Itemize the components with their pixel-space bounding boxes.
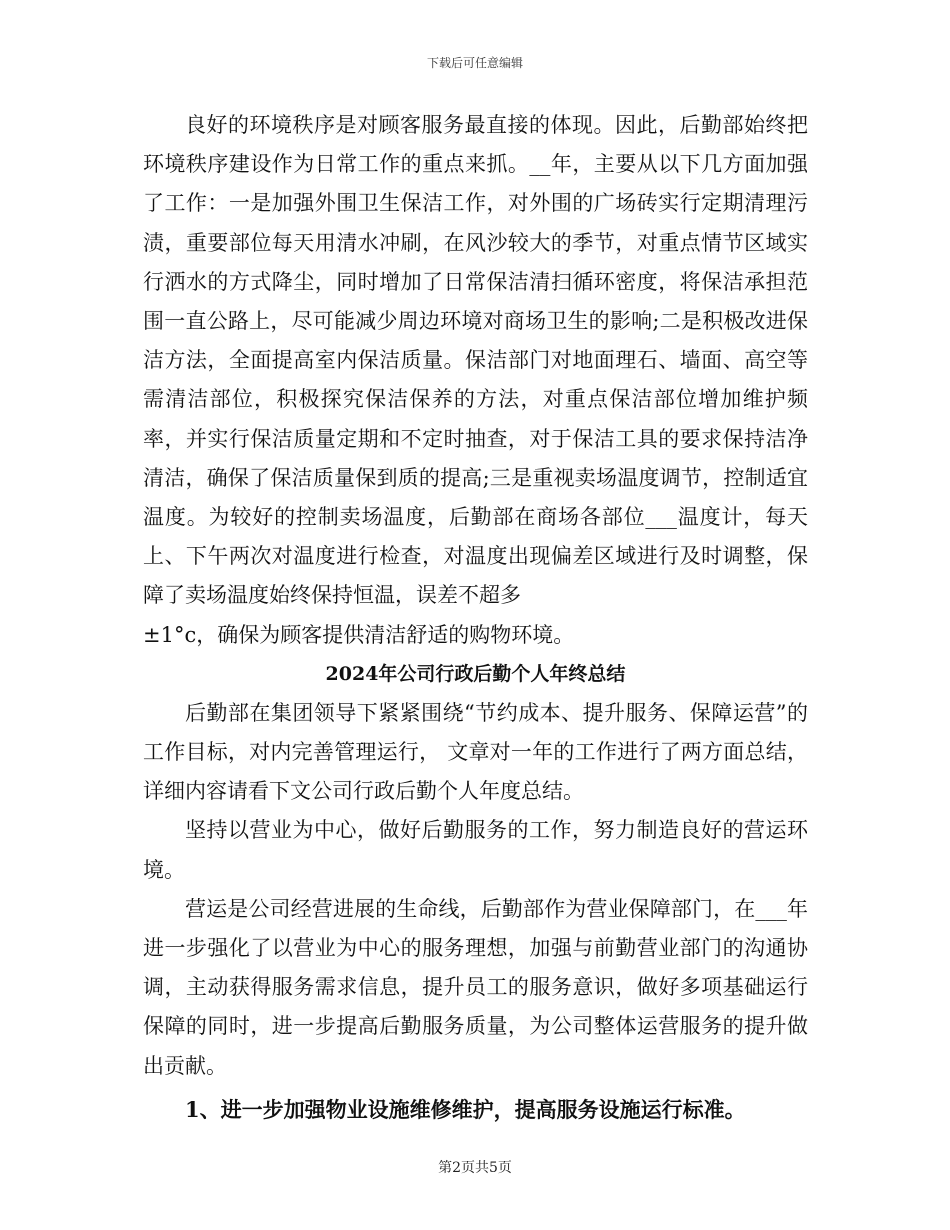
page-footer: 第2页共5页 bbox=[438, 1160, 512, 1176]
section-heading: 1、进一步加强物业设施维修维护，提高服务设施运行标准。 bbox=[185, 1096, 746, 1122]
paragraph-environment-order: 良好的环境秩序是对顾客服务最直接的体现。因此，后勤部始终把环境秩序建设作为日常工作的重点来抓。__年，主要从以下几方面加强了工作：一是加强外围卫生保洁工作，对外围的广场砖实行定期清理污渍，重要部位每天用清水冲刷，在风沙较大的季节，对重点情节区域实行洒水的方式降尘，同时增加了日常保洁清扫循环密度，将保洁承担范围一直公路上，尽可能减少周边环境对商场卫生的影响;二是积极改进保洁方法，全面提高室内保洁质量。保洁部门对地面理石、墙面、高空等需清洁部位，积极探究保洁保养的方法，对重点保洁部位增加维护频率，并实行保洁质量定期和不定时抽查，对于保洁工具的要求保持洁净清洁，确保了保洁质量保到质的提高;三是重视卖场温度调节，控制适宜温度。为较好的控制卖场温度，后勤部在商场各部位___温度计，每天上、下午两次对温度进行检查，对温度出现偏差区域进行及时调整，保障了卖场温度始终保持恒温，误差不超多 bbox=[143, 113, 808, 608]
paragraph-business-center: 坚持以营业为中心，做好后勤服务的工作，努力制造良好的营运环境。 bbox=[143, 818, 808, 882]
page-header: 下载后可任意编辑 bbox=[426, 56, 523, 70]
paragraph-environment-order-tail: ±1°c，确保为顾客提供清洁舒适的购物环境。 bbox=[143, 622, 575, 647]
paragraph-operations: 营运是公司经营进展的生命线，后勤部作为营业保障部门，在___年进一步强化了以营业为中心的服务理想，加强与前勤营业部门的沟通协调，主动获得服务需求信息，提升员工的服务意识，做好多项基础运行保障的同时，进一步提高后勤服务质量，为公司整体运营服务的提升做出贡献。 bbox=[143, 896, 808, 1078]
paragraph-intro: 后勤部在集团领导下紧紧围绕“节约成本、提升服务、保障运营”的工作目标，对内完善管理运行， 文章对一年的工作进行了两方面总结，详细内容请看下文公司行政后勤个人年度总结。 bbox=[143, 700, 808, 804]
document-title: 2024年公司行政后勤个人年终总结 bbox=[325, 662, 626, 685]
document-body bbox=[143, 106, 808, 1134]
